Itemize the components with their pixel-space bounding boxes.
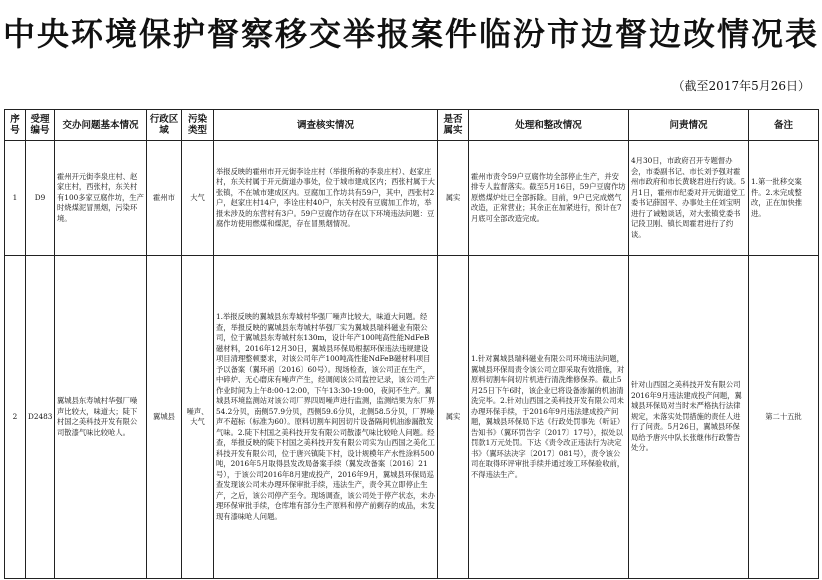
col-header-remarks: 备注: [749, 110, 819, 141]
cell-accountability: 4月30日，市政府召开专题督办会，市委副书记、市长刘予强对霍州市政府和市长黄晓君进行约谈。5月1日，霍州市纪委对开元街道党工委书记薛国平、办事处主任刘宝明进行了诫勉谈话，对大张镇党委书记段卫刚、镇长周霍君进行了约谈。: [629, 141, 749, 256]
cell-seq: 2: [5, 256, 26, 579]
cell-pollution: 噪声、大气: [182, 256, 214, 579]
col-header-investigation: 调查核实情况: [214, 110, 438, 141]
cell-seq: 1: [5, 141, 26, 256]
cell-issue: 霍州开元街李泉庄村、赵家庄村，西张村，东关村有100多家豆腐作坊，生产时烧煤泥冒黑烟，污染环境。: [55, 141, 147, 256]
col-header-region: 行政区域: [147, 110, 182, 141]
cell-handling: 霍州市责令59户豆腐作坊全部停止生产，并安排专人监督落实。截至5月16日，59户豆腐作坊原燃煤炉灶已全部拆除。目前，9户已完成燃气改造，正常营业；其余正在加紧进行，预计在7月底可全部改造完成。: [469, 141, 629, 256]
table-row: [5, 141, 819, 256]
cell-handling: 1.针对翼城县瑞科磁业有限公司环境违法问题，翼城县环保局责令该公司立即采取有效措施，对原料切割车间切片机进行清洗维修保养。截止5月25日下午6时，该企业已将设备渗漏的机油清洗完毕。2.针对山西国之美科技开发有限公司未办理环保手续，于2016年9月违法建成投产问题，翼城县环保局下达《行政处罚事先（听证）告知书》（翼环罚告字〔2017〕17号），拟处以罚款1万元处罚。下达《责令改正违法行为决定书》（翼环法决字〔2017〕081号），责令该公司在取得环评审批手续并通过竣工环保验收前，不得违法生产。: [469, 256, 629, 579]
cell-pollution: 大气: [182, 141, 214, 256]
as-of-date: （截至2017年5月26日）: [672, 79, 810, 93]
cases-table: [4, 109, 819, 579]
col-header-verified: 是否属实: [438, 110, 469, 141]
table-header-row: [5, 110, 819, 141]
col-header-pollution: 污染类型: [182, 110, 214, 141]
table-row: [5, 256, 819, 579]
cell-remarks: 1.第一批移交案件。2.未完成整改，正在加快推进。: [749, 141, 819, 256]
cell-verified: 属实: [438, 256, 469, 579]
cell-id: D2483: [26, 256, 55, 579]
cell-region: 翼城县: [147, 256, 182, 579]
col-header-accountability: 问责情况: [629, 110, 749, 141]
col-header-issue: 交办问题基本情况: [55, 110, 147, 141]
cell-verified: 属实: [438, 141, 469, 256]
cell-remarks: 第二十五批: [749, 256, 819, 579]
cell-investigation: 1.举报反映的翼城县东寿城村华强厂噪声比较大，味道大问题。经查，举报反映的翼城县东寿城村华强厂实为翼城县瑞科磁业有限公司，位于翼城县东寿城村东130m，设计年产100吨高性能NdFeB磁材料，2016年12月30日，翼城县环保局根据环保违法违规建设项目清理整顿要求，对该公司年产100吨高性能NdFeB磁材料项目予以备案（翼环函〔2016〕60号）。现场检查，该公司正在生产，中碎炉、无心磨床有噪声产生，经调阅该公司监控记录，该公司生产作业时间为上午8:00-12:00，下午13:30-19:00，夜间不生产。翼城县环境监测站对该公司厂界四周噪声进行监测，监测结果为东厂界54.2分贝，南侧57.9分贝，西侧59.6分贝，北侧58.5分贝，厂界噪声不超标（标准为60）。原料切割车间因切片设备隔间机油渗漏散发气味。2.陡下村国之美科技开发有限公司散漆气味比较呛人问题。经查，举报反映的陡下村国之美科技开发有限公司实为山西国之美化工科技开发有限公司，位于唐兴镇陡下村，设计规模年产水性涂料500吨，2016年5月取得县发改局备案手续（翼发改备案〔2016〕21号），于该公司2016年8月建成投产，2016年9月，翼城县环保局巡查发现该公司未办理环保审批手续，违法生产，责令其立即停止生产，之后，该公司停产至今。现场调查，该公司处于停产状态，未办理环保审批手续，仓库堆有部分生产原料和停产前剩存的成品，未发现有漆味呛人问题。: [214, 256, 438, 579]
cell-id: D9: [26, 141, 55, 256]
col-header-id: 受理编号: [26, 110, 55, 141]
cell-accountability: 针对山西国之美科技开发有限公司2016年9月违法建成投产问题，翼城县环保局对当时未严格执行法律规定，未落实处罚措施的责任人进行了问责。5月26日，翼城县环保局给予唐兴中队长张继伟行政警告处分。: [629, 256, 749, 579]
col-header-handling: 处理和整改情况: [469, 110, 629, 141]
page-title: 中央环境保护督察移交举报案件临汾市边督边改情况表: [2, 15, 819, 53]
col-header-seq: 序号: [5, 110, 26, 141]
cell-investigation: 举报反映的霍州市开元街李诠庄村（举报所称的李泉庄村）、赵家庄村，东关村属于开元街道办事处，位于城市建成区内；西张村属于大张镇，不在城市建成区内。豆腐加工作坊共有59户，其中，西张村2户，赵家庄村14户，李诠庄村40户，东关村没有豆腐加工作坊，举报未涉及的东营村有3户。59户豆腐作坊存在以下环境违法问题：豆腐作坊使用燃煤和煤泥，存在冒黑烟情况。: [214, 141, 438, 256]
cell-issue: 翼城县东寿城村华强厂噪声比较大，味道大；陡下村国之美科技开发有限公司散漆气味比较呛人。: [55, 256, 147, 579]
cell-region: 霍州市: [147, 141, 182, 256]
